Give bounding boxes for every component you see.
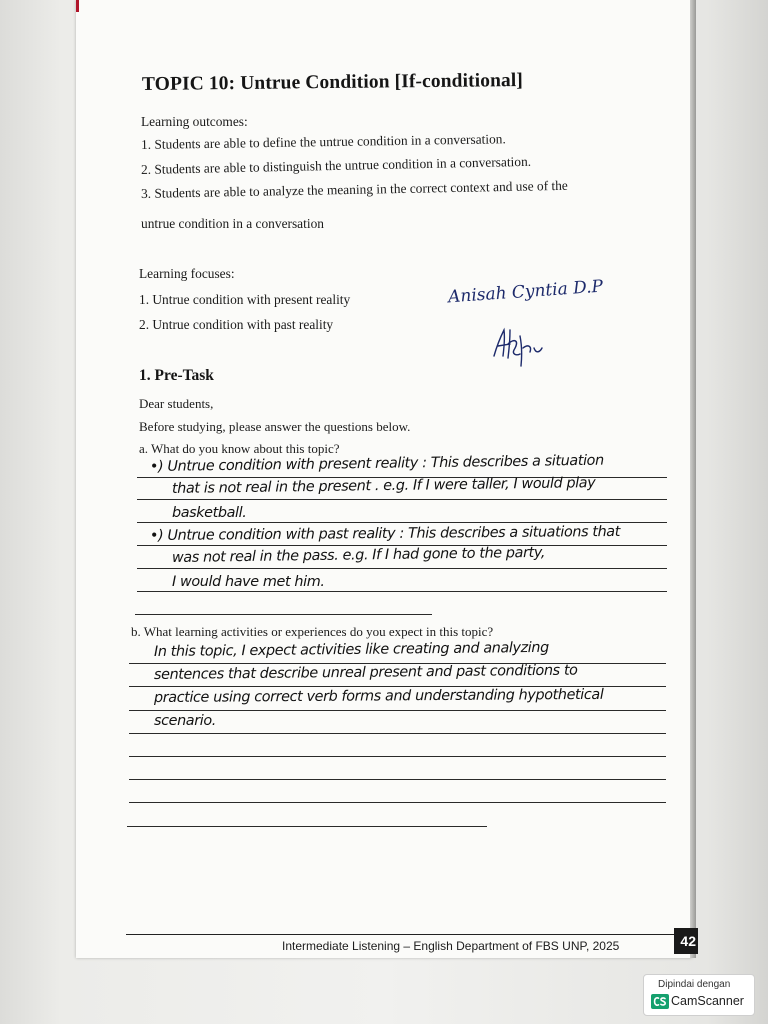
answer-a-line: that is not real in the present . e.g. If I were taller, I would play: [171, 475, 596, 497]
page-number: 42: [674, 928, 698, 954]
camscanner-logo-icon: [651, 994, 669, 1009]
answer-line: [137, 568, 667, 569]
learning-outcomes-heading: Learning outcomes:: [141, 114, 248, 129]
camscanner-watermark: [643, 974, 755, 1016]
footer-rule: [126, 934, 674, 935]
learning-focus-2: 2. Untrue condition with past reality: [139, 317, 334, 332]
pre-task-heading: 1. Pre-Task: [139, 367, 214, 384]
answer-line: [129, 756, 666, 757]
answer-a-line: •) Untrue condition with present reality : This describes a situation: [149, 452, 604, 475]
footer-course: Intermediate Listening – English Department of FBS UNP, 2025: [282, 939, 620, 953]
learning-outcome-2: 2. Students are able to distinguish the untrue condition in a conversation.: [140, 153, 532, 177]
learning-outcome-1: 1. Students are able to define the untrue condition in a conversation.: [140, 131, 506, 152]
answer-a-line: •) Untrue condition with past reality : This describes a situations that: [149, 523, 621, 544]
answer-a-line: basketball.: [172, 505, 247, 521]
pre-task-instruction: Before studying, please answer the questions below.: [139, 419, 411, 434]
question-b: b. What learning activities or experiences do you expect in this topic?: [131, 624, 494, 639]
answer-line: [129, 710, 666, 711]
learning-outcome-3: 3. Students are able to analyze the meaning in the correct context and use of the: [140, 177, 568, 201]
pre-task-greeting: Dear students,: [139, 396, 214, 411]
answer-line: [127, 826, 487, 827]
learning-focuses-heading: Learning focuses:: [139, 266, 235, 281]
handwritten-signature-initials: [490, 326, 550, 368]
handwritten-name: Anisah Cyntia D.P: [447, 276, 604, 308]
scanner-caption: Dipindai dengan: [658, 979, 731, 990]
answer-line: [129, 779, 666, 780]
answer-line: [137, 499, 667, 500]
topic-title: TOPIC 10: Untrue Condition [If-conditional]: [141, 70, 524, 95]
answer-line: [129, 802, 666, 803]
answer-a-line: was not real in the pass. e.g. If I had gone to the party,: [171, 544, 546, 566]
book-spine-shadow: [690, 0, 696, 958]
answer-line: [137, 522, 667, 523]
learning-outcome-3-cont: untrue condition in a conversation: [141, 216, 324, 231]
answer-b-line: In this topic, I expect activities like creating and analyzing: [153, 639, 549, 660]
scanner-app-name: CamScanner: [671, 994, 744, 1008]
answer-line: [137, 591, 667, 592]
question-a: a. What do you know about this topic?: [139, 441, 340, 456]
answer-a-line: I would have met him.: [172, 574, 325, 590]
answer-b-line: practice using correct verb forms and understanding hypothetical: [153, 686, 604, 706]
answer-b-line: sentences that describe unreal present and past conditions to: [153, 662, 578, 683]
answer-line: [135, 614, 432, 615]
answer-line: [129, 733, 666, 734]
page-edge-mark: [76, 0, 79, 12]
answer-b-line: scenario.: [154, 713, 216, 729]
learning-focus-1: 1. Untrue condition with present reality: [139, 292, 351, 307]
